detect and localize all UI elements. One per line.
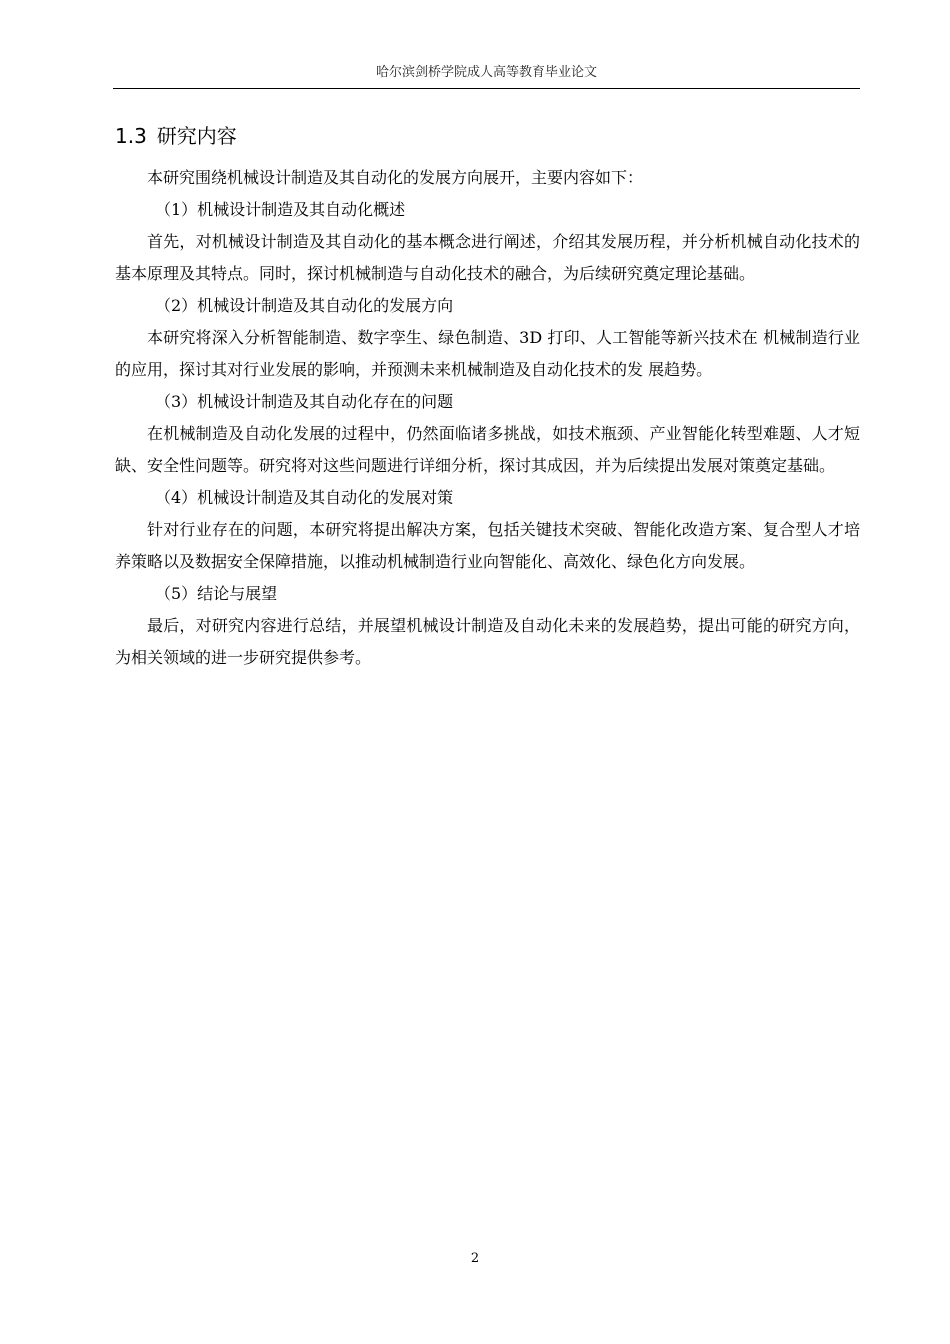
section-number: 1.3: [115, 124, 147, 148]
item-3-heading: （3）机械设计制造及其自动化存在的问题: [155, 392, 454, 411]
item-2-text: 本研究将深入分析智能制造、数字孪生、绿色制造、3D 打印、人工智能等新兴技术在 机械制造行业的应用，探讨其对行业发展的影响，并预测未来机械制造及自动化技术的发 展趋势。: [115, 328, 860, 379]
item-3-text: 在机械制造及自动化发展的过程中，仍然面临诸多挑战，如技术瓶颈、产业智能化转型难题、人才短缺、安全性问题等。研究将对这些问题进行详细分析，探讨其成因，并为后续提出发展对策奠定基础。: [115, 424, 860, 475]
section-heading: [115, 122, 860, 150]
item-1-text: 首先，对机械设计制造及其自动化的基本概念进行阐述，介绍其发展历程，并分析机械自动化技术的基本原理及其特点。同时，探讨机械制造与自动化技术的融合，为后续研究奠定理论基础。: [115, 232, 860, 283]
header-rule: [113, 88, 860, 89]
page-body: [115, 122, 860, 674]
running-header: 哈尔滨剑桥学院成人高等教育毕业论文: [375, 65, 597, 80]
item-5-heading: （5）结论与展望: [155, 584, 278, 603]
section-intro: 本研究围绕机械设计制造及其自动化的发展方向展开，主要内容如下：: [147, 168, 644, 187]
item-4-heading: （4）机械设计制造及其自动化的发展对策: [155, 488, 454, 507]
item-2-heading: （2）机械设计制造及其自动化的发展方向: [155, 296, 454, 315]
page-number: 2: [470, 1251, 480, 1266]
item-5-text: 最后，对研究内容进行总结，并展望机械设计制造及自动化未来的发展趋势，提出可能的研究方向，为相关领域的进一步研究提供参考。: [115, 616, 860, 667]
section-title: 研究内容: [156, 124, 237, 148]
item-1-heading: （1）机械设计制造及其自动化概述: [155, 200, 406, 219]
item-4-text: 针对行业存在的问题，本研究将提出解决方案，包括关键技术突破、智能化改造方案、复合型人才培养策略以及数据安全保障措施，以推动机械制造行业向智能化、高效化、绿色化方向发展。: [115, 520, 860, 571]
